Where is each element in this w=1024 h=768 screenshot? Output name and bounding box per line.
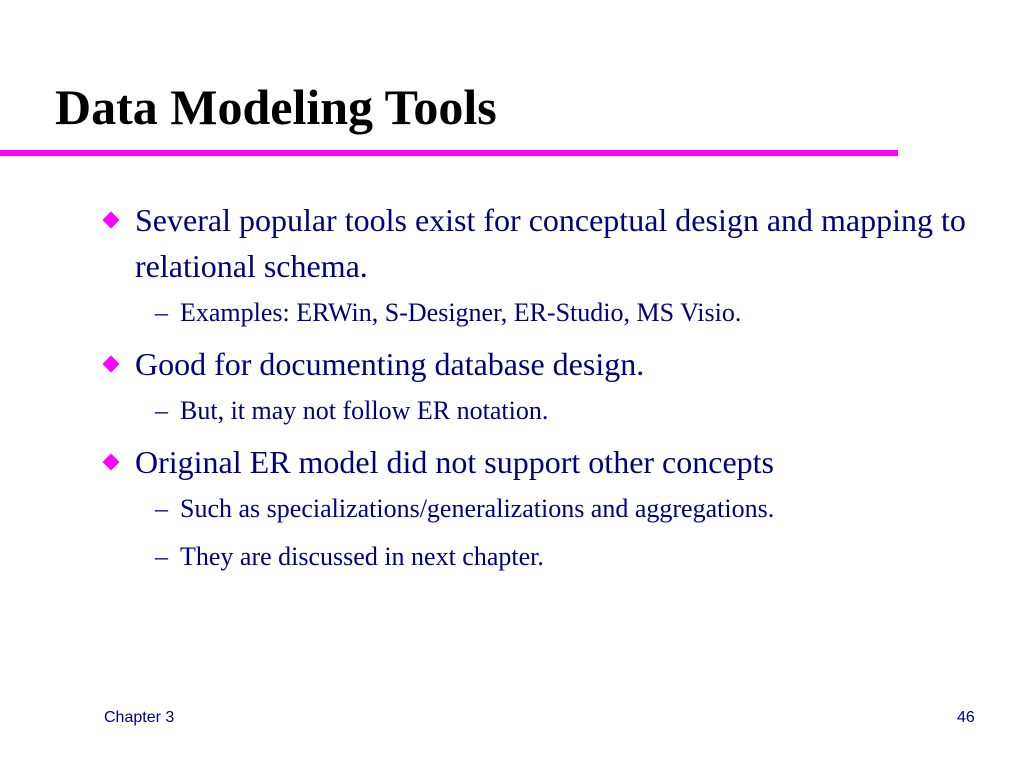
bullet-text: Original ER model did not support other concepts bbox=[135, 444, 774, 480]
bullet-item bbox=[97, 197, 997, 289]
sub-bullet-text: But, it may not follow ER notation. bbox=[180, 396, 549, 425]
dash-marker: – bbox=[155, 542, 168, 571]
diamond-bullet-icon bbox=[103, 212, 120, 229]
sub-bullet-item bbox=[97, 537, 997, 577]
dash-marker: – bbox=[155, 396, 168, 425]
sub-bullet-item bbox=[97, 293, 997, 333]
dash-marker: – bbox=[155, 494, 168, 523]
dash-marker: – bbox=[155, 298, 168, 327]
bullet-text: Several popular tools exist for conceptual design and mapping to relational schema. bbox=[135, 202, 966, 284]
sub-bullet-text: Such as specializations/generalizations and aggregations. bbox=[180, 494, 775, 523]
slide-title: Data Modeling Tools bbox=[55, 79, 497, 135]
sub-bullet-item bbox=[97, 489, 997, 529]
footer-chapter: Chapter 3 bbox=[104, 709, 175, 726]
title-underline bbox=[0, 150, 898, 156]
diamond-bullet-icon bbox=[103, 356, 120, 373]
footer-page-number: 46 bbox=[957, 709, 975, 726]
bullet-list bbox=[97, 197, 997, 585]
sub-bullet-text: Examples: ERWin, S-Designer, ER-Studio, MS Visio. bbox=[180, 298, 742, 327]
bullet-text: Good for documenting database design. bbox=[135, 346, 645, 382]
bullet-item bbox=[97, 439, 997, 485]
sub-bullet-text: They are discussed in next chapter. bbox=[180, 542, 544, 571]
bullet-item bbox=[97, 341, 997, 387]
sub-bullet-item bbox=[97, 391, 997, 431]
diamond-bullet-icon bbox=[103, 454, 120, 471]
